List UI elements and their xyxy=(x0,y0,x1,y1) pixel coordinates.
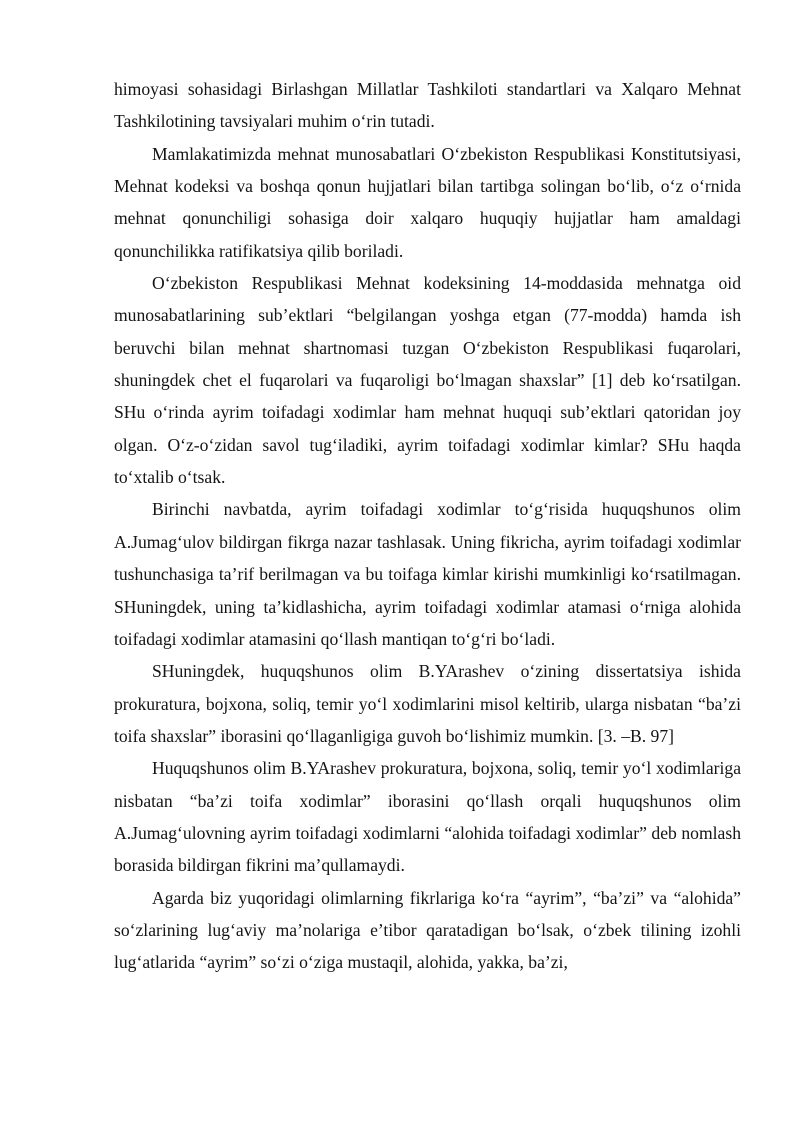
paragraph-4: Birinchi navbatda, ayrim toifadagi xodimlar to‘g‘risida huquqshunos olim A.Jumag‘ulov bildirgan fikrga nazar tashlasak. Uning fikricha, ayrim toifadagi xodimlar tushunchasiga ta’rif berilmagan va bu toifaga kimlar kirishi mumkinligi ko‘rsatilmagan. SHuningdek, uning ta’kidlashicha, ayrim toifadagi xodimlar atamasi o‘rniga alohida toifadagi xodimlar atamasini qo‘llash mantiqan to‘g‘ri bo‘ladi. xyxy=(114,499,741,649)
paragraph-6: Huquqshunos olim B.YArashev prokuratura, bojxona, soliq, temir yo‘l xodimlariga nisbatan “ba’zi toifa xodimlar” iborasini qo‘llash orqali huquqshunos olim A.Jumag‘ulovning ayrim toifadagi xodimlarni “alohida toifadagi xodimlar” deb nomlash borasida bildirgan fikrini ma’qullamaydi. xyxy=(114,758,741,876)
paragraph-3: O‘zbekiston Respublikasi Mehnat kodeksining 14-moddasida mehnatga oid munosabatlarining sub’ektlari “belgilangan yoshga etgan (77-modda) hamda ish beruvchi bilan mehnat shartnomasi tuzgan O‘zbekiston Respublikasi fuqarolari, shuningdek chet el fuqarolari va fuqaroligi bo‘lmagan shaxslar” [1] deb ko‘rsatilgan. SHu o‘rinda ayrim toifadagi xodimlar ham mehnat huquqi sub’ektlari qatoridan joy olgan. O‘z-o‘zidan savol tug‘iladiki, ayrim toifadagi xodimlar kimlar? SHu haqda to‘xtalib o‘tsak. xyxy=(114,273,741,488)
paragraph-5: SHuningdek, huquqshunos olim B.YArashev o‘zining dissertatsiya ishida prokuratura, bojxona, soliq, temir yo‘l xodimlarini misol keltirib, ularga nisbatan “ba’zi toifa shaxslar” iborasini qo‘llaganligiga guvoh bo‘lishimiz mumkin. [3. –B. 97] xyxy=(114,661,741,746)
paragraph-2: Mamlakatimizda mehnat munosabatlari O‘zbekiston Respublikasi Konstitutsiyasi, Mehnat kodeksi va boshqa qonun hujjatlari bilan tartibga solingan bo‘lib, o‘z o‘rnida mehnat qonunchiligi sohasiga doir xalqaro huquqiy hujjatlar ham amaldagi qonunchilikka ratifikatsiya qilib boriladi. xyxy=(114,143,741,261)
document-page xyxy=(114,73,741,979)
paragraph-1: himoyasi sohasidagi Birlashgan Millatlar Tashkiloti standartlari va Xalqaro Mehnat Tashkilotining tavsiyalari muhim o‘rin tutadi. xyxy=(114,79,741,132)
paragraph-7: Agarda biz yuqoridagi olimlarning fikrlariga ko‘ra “ayrim”, “ba’zi” va “alohida” so‘zlarining lug‘aviy ma’nolariga e’tibor qaratadigan bo‘lsak, o‘zbek tilining izohli lug‘atlarida “ayrim” so‘zi o‘ziga mustaqil, alohida, yakka, ba’zi, xyxy=(114,887,741,973)
